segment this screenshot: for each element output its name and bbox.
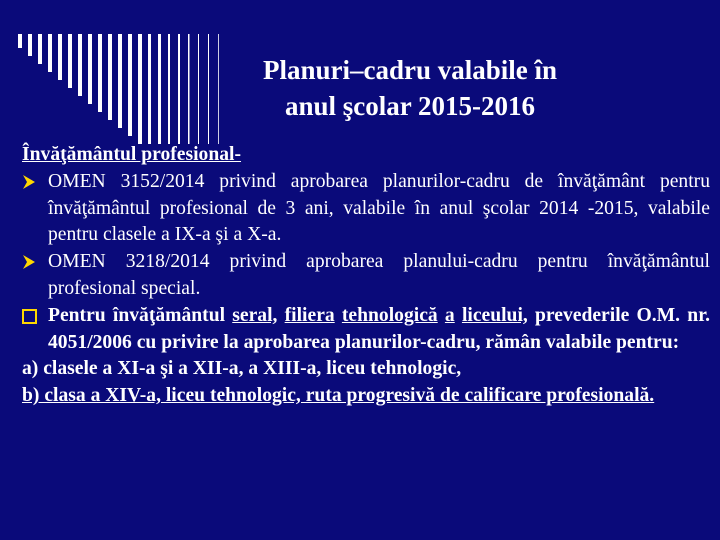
- item-text-tehnologica: tehnologică: [341, 304, 438, 326]
- sub-item-a: a) clasele a XI-a şi a XII-a, a XIII-a, liceu tehnologic,: [22, 358, 462, 380]
- list-item: [22, 303, 710, 357]
- square-icon: [22, 303, 44, 324]
- item-text: OMEN 3152/2014 privind aprobarea planurilor-cadru de învăţământ pentru învăţământul profesional de 3 ani, valabile în anul şcolar 2014 -2015, valabile pentru clasele a IX-a şi a X-a.: [48, 170, 710, 246]
- item-text-seral: seral,: [232, 304, 278, 326]
- section-heading: Învăţământul profesional-: [22, 144, 242, 165]
- arrow-icon: [22, 169, 44, 190]
- slide-content: [22, 142, 710, 410]
- item-text: OMEN 3218/2014 privind aprobarea planului-cadru pentru învăţământul profesional special.: [48, 251, 710, 299]
- list-item: [22, 249, 710, 303]
- list-item: [22, 169, 710, 249]
- title-line-2: anul şcolar 2015-2016: [284, 91, 535, 121]
- item-text-rest: prevederile O.M. nr. 4051/2006 cu privire la aprobarea planurilor-cadru, rămân valabile pentru:: [48, 304, 710, 353]
- title-line-1: Planuri–cadru valabile în: [262, 55, 558, 85]
- item-text-start: Pentru învăţământul: [48, 304, 233, 326]
- arrow-icon: [22, 249, 44, 270]
- item-text-a: a: [444, 304, 455, 326]
- sub-item-b: b) clasa a XIV-a, liceu tehnologic, ruta progresivă de calificare profesională.: [22, 385, 655, 407]
- item-text-filiera: filiera: [284, 304, 335, 326]
- slide-title: [205, 52, 615, 124]
- item-text-liceului: liceului,: [461, 304, 528, 326]
- decorative-stripes: [18, 34, 228, 146]
